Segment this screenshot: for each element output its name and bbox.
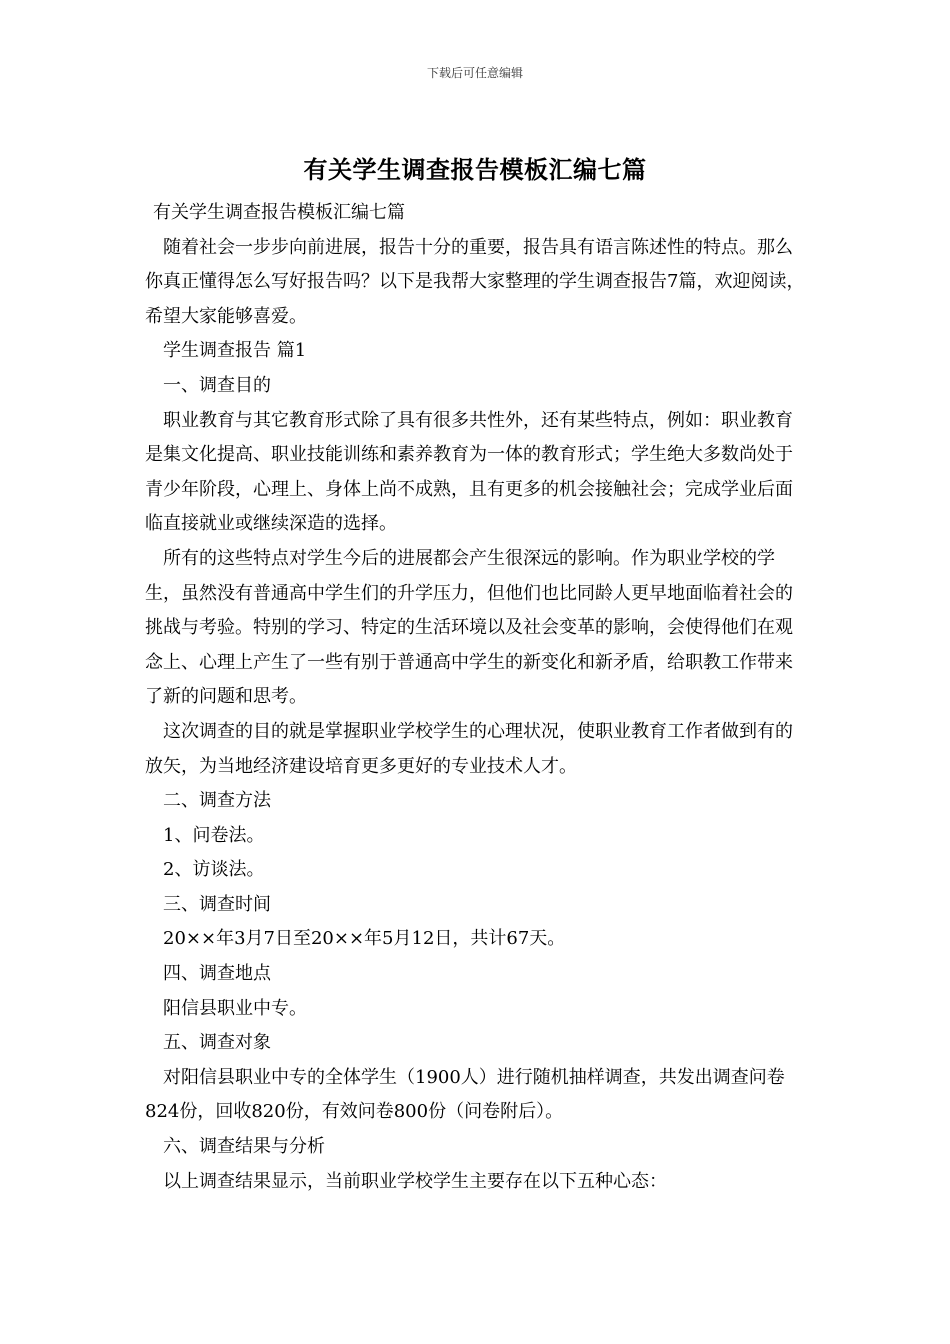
section-heading-place: 四、调查地点: [163, 963, 271, 985]
document-body: [145, 196, 810, 1199]
header-note: 下载后可任意编辑: [426, 66, 523, 80]
section-heading-method: 二、调查方法: [163, 790, 271, 812]
object-text: 对阳信县职业中专的全体学生（1900人）进行随机抽样调查，共发出调查问卷824份，回收820份，有效问卷800份（问卷附后）。: [145, 1066, 785, 1123]
section-heading-purpose: 一、调查目的: [163, 374, 271, 396]
document-subtitle: 有关学生调查报告模板汇编七篇: [153, 202, 405, 223]
result-text: 以上调查结果显示，当前职业学校学生主要存在以下五种心态：: [163, 1170, 667, 1192]
method-item-2: 2、访谈法。: [163, 859, 265, 881]
purpose-paragraph-3: 这次调查的目的就是掌握职业学校学生的心理状况，使职业教育工作者做到有的放矢，为当地经济建设培育更多更好的专业技术人才。: [145, 720, 793, 777]
purpose-paragraph-2: 所有的这些特点对学生今后的进展都会产生很深远的影响。作为职业学校的学生，虽然没有普通高中学生们的升学压力，但他们也比同龄人更早地面临着社会的挑战与考验。特别的学习、特定的生活环境以及社会变革的影响，会使得他们在观念上、心理上产生了一些有别于普通高中学生的新变化和新矛盾，给职教工作带来了新的问题和思考。: [145, 547, 793, 708]
place-text: 阳信县职业中专。: [163, 997, 307, 1019]
section-heading-result: 六、调查结果与分析: [163, 1136, 325, 1158]
section-heading-object: 五、调查对象: [163, 1032, 271, 1054]
time-text: 20××年3月7日至20××年5月12日，共计67天。: [163, 928, 566, 950]
report-heading: 学生调查报告 篇1: [163, 340, 307, 362]
method-item-1: 1、问卷法。: [163, 824, 265, 846]
purpose-paragraph-1: 职业教育与其它教育形式除了具有很多共性外，还有某些特点，例如：职业教育是集文化提高、职业技能训练和素养教育为一体的教育形式；学生绝大多数尚处于青少年阶段，心理上、身体上尚不成熟，且有更多的机会接触社会；完成学业后面临直接就业或继续深造的选择。: [145, 409, 793, 535]
document-title: 有关学生调查报告模板汇编七篇: [303, 155, 647, 184]
section-heading-time: 三、调查时间: [163, 893, 271, 915]
intro-paragraph: 随着社会一步步向前进展，报告十分的重要，报告具有语言陈述性的特点。那么你真正懂得怎么写好报告吗？以下是我帮大家整理的学生调查报告7篇，欢迎阅读，希望大家能够喜爱。: [145, 236, 805, 327]
